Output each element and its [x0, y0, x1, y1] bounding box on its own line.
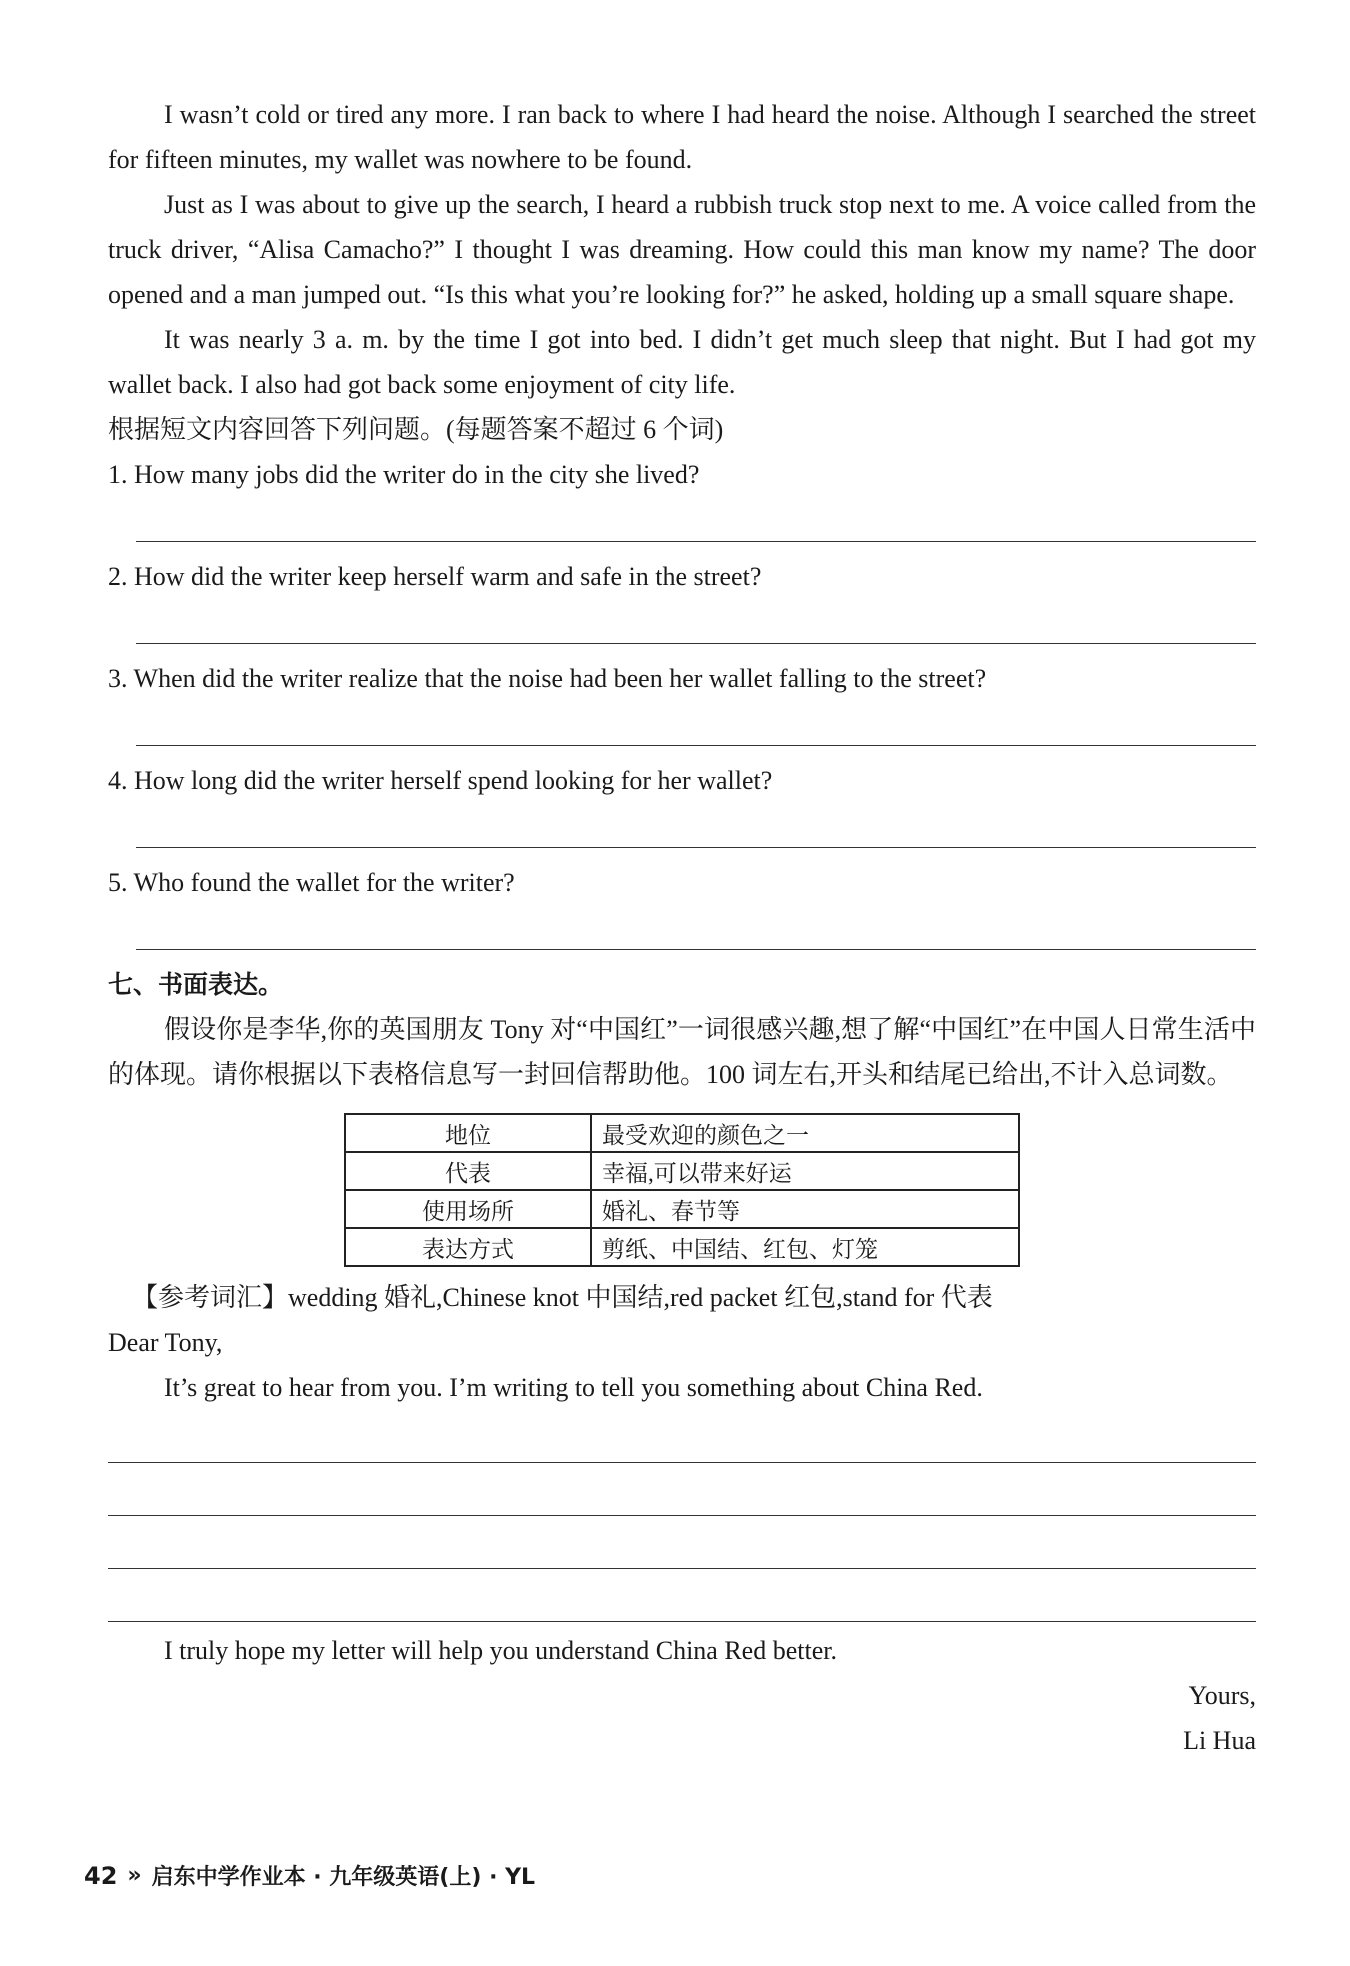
table-row [345, 1152, 1019, 1190]
passage-paragraph: It was nearly 3 a. m. by the time I got into bed. I didn’t get much sleep that night. But I had got my wallet back. I also had got back some enjoyment of city life. [108, 325, 1256, 399]
page-number: 42 [84, 1861, 118, 1890]
letter-greeting: Dear Tony, [108, 1328, 223, 1357]
table-value: 剪纸、中国结、红包、灯笼 [591, 1228, 1019, 1266]
question-item: 2. How did the writer keep herself warm and safe in the street? [108, 562, 762, 591]
question-item: 4. How long did the writer herself spend looking for her wallet? [108, 766, 773, 795]
answer-line[interactable] [136, 643, 1256, 644]
answer-line[interactable] [136, 847, 1256, 848]
book-title: 启东中学作业本 · 九年级英语(上) · YL [151, 1865, 536, 1890]
answer-line[interactable] [136, 745, 1256, 746]
table-key: 表达方式 [345, 1228, 591, 1266]
table-row [345, 1228, 1019, 1266]
question-item: 3. When did the writer realize that the noise had been her wallet falling to the street? [108, 664, 987, 693]
section-title: 七、书面表达。 [108, 970, 284, 999]
answer-line[interactable] [136, 541, 1256, 542]
table-value: 最受欢迎的颜色之一 [591, 1114, 1019, 1152]
spacer [108, 1569, 1256, 1621]
passage-paragraph: I wasn’t cold or tired any more. I ran back to where I had heard the noise. Although I searched the street for fifteen minutes, my wallet was nowhere to be found. [108, 100, 1256, 174]
question-item: 5. Who found the wallet for the writer? [108, 868, 515, 897]
reference-vocabulary: 【参考词汇】wedding 婚礼,Chinese knot 中国结,red packet 红包,stand for 代表 [132, 1283, 993, 1312]
spacer [108, 1463, 1256, 1515]
table-key: 代表 [345, 1152, 591, 1190]
table-row [345, 1114, 1019, 1152]
question-list [108, 452, 1256, 950]
table-key: 使用场所 [345, 1190, 591, 1228]
letter [108, 1320, 1256, 1763]
letter-name: Li Hua [1183, 1726, 1256, 1755]
reading-passage [108, 92, 1256, 407]
table-value: 幸福,可以带来好运 [591, 1152, 1019, 1190]
letter-signoff: Yours, [1188, 1681, 1256, 1710]
chevron-right-icon: » [127, 1863, 142, 1888]
info-table [344, 1113, 1020, 1267]
answer-line[interactable] [136, 949, 1256, 950]
spacer [108, 1410, 1256, 1462]
writing-task: 假设你是李华,你的英国朋友 Tony 对“中国红”一词很感兴趣,想了解“中国红”在中国人日常生活中的体现。请你根据以下表格信息写一封回信帮助他。100 词左右,开头和结尾已给出,不计入总词数。 [108, 1015, 1256, 1089]
question-item: 1. How many jobs did the writer do in the city she lived? [108, 460, 700, 489]
table-row [345, 1190, 1019, 1228]
page-footer [84, 1860, 535, 1891]
passage-paragraph: Just as I was about to give up the search, I heard a rubbish truck stop next to me. A voice called from the truck driver, “Alisa Camacho?” I thought I was dreaming. How could this man know my name? The door opened and a man jumped out. “Is this what you’re looking for?” he asked, holding up a small square shape. [108, 190, 1256, 309]
spacer [108, 1516, 1256, 1568]
letter-opening: It’s great to hear from you. I’m writing to tell you something about China Red. [164, 1373, 983, 1402]
question-instruction: 根据短文内容回答下列问题。(每题答案不超过 6 个词) [108, 415, 724, 444]
letter-closing: I truly hope my letter will help you understand China Red better. [164, 1636, 837, 1665]
table-key: 地位 [345, 1114, 591, 1152]
table-value: 婚礼、春节等 [591, 1190, 1019, 1228]
